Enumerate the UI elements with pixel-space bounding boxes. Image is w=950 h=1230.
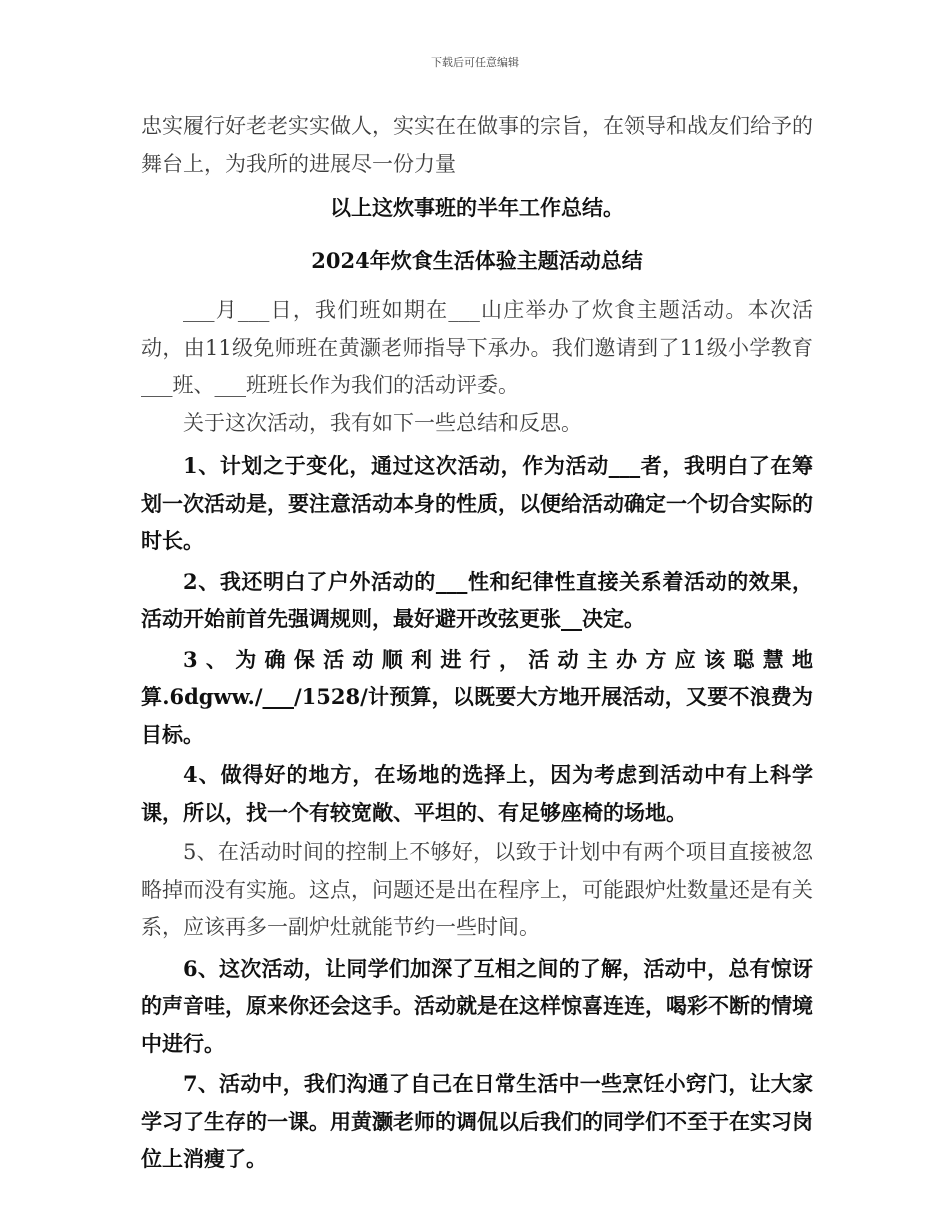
previous-section-summary: 以上这炊事班的半年工作总结。	[330, 195, 624, 220]
intro-paragraph: ___月___日，我们班如期在___山庄举办了炊食主题活动。本次活动，由11级免师班在黄灏老师指导下承办。我们邀请到了11级小学教育___班、___班班长作为我们的活动评委。	[141, 298, 813, 397]
summary-item-6: 6、这次活动，让同学们加深了互相之间的了解，活动中，总有惊讶的声音哇，原来你还会这手。活动就是在这样惊喜连连，喝彩不断的情境中进行。	[141, 955, 813, 1056]
summary-item-3: 3、为确保活动顺利进行，活动主办方应该聪慧地算.6dgww./___/1528/计预算，以既要大方地开展活动，又要不浪费为目标。	[141, 646, 813, 747]
document-body	[141, 108, 813, 1178]
summary-item-1: 1、计划之于变化，通过这次活动，作为活动___者，我明白了在筹划一次活动是，要注意活动本身的性质，以便给活动确定一个切合实际的时长。	[141, 453, 813, 553]
summary-item-7: 7、活动中，我们沟通了自己在日常生活中一些烹饪小窍门，让大家学习了生存的一课。用黄灏老师的调侃以后我们的同学们不至于在实习岗位上消瘦了。	[141, 1071, 813, 1171]
summary-item-5: 5、在活动时间的控制上不够好，以致于计划中有两个项目直接被忽略掉而没有实施。这点，问题还是出在程序上，可能跟炉灶数量还是有关系，应该再多一副炉灶就能节约一些时间。	[141, 840, 813, 939]
summary-item-2: 2、我还明白了户外活动的___性和纪律性直接关系着活动的效果，活动开始前首先强调规则，最好避开改弦更张__决定。	[141, 568, 813, 631]
reflection-lead: 关于这次活动，我有如下一些总结和反思。	[183, 410, 582, 435]
document-title: 2024年炊食生活体验主题活动总结	[311, 247, 643, 273]
previous-section-text: 忠实履行好老老实实做人，实实在在做事的宗旨，在领导和战友们给予的舞台上，为我所的进展尽一份力量	[141, 114, 813, 176]
page-header-note: 下载后可任意编辑	[431, 56, 519, 69]
summary-item-4: 4、做得好的地方，在场地的选择上，因为考虑到活动中有上科学课，所以，找一个有较宽敞、平坦的、有足够座椅的场地。	[141, 762, 813, 825]
